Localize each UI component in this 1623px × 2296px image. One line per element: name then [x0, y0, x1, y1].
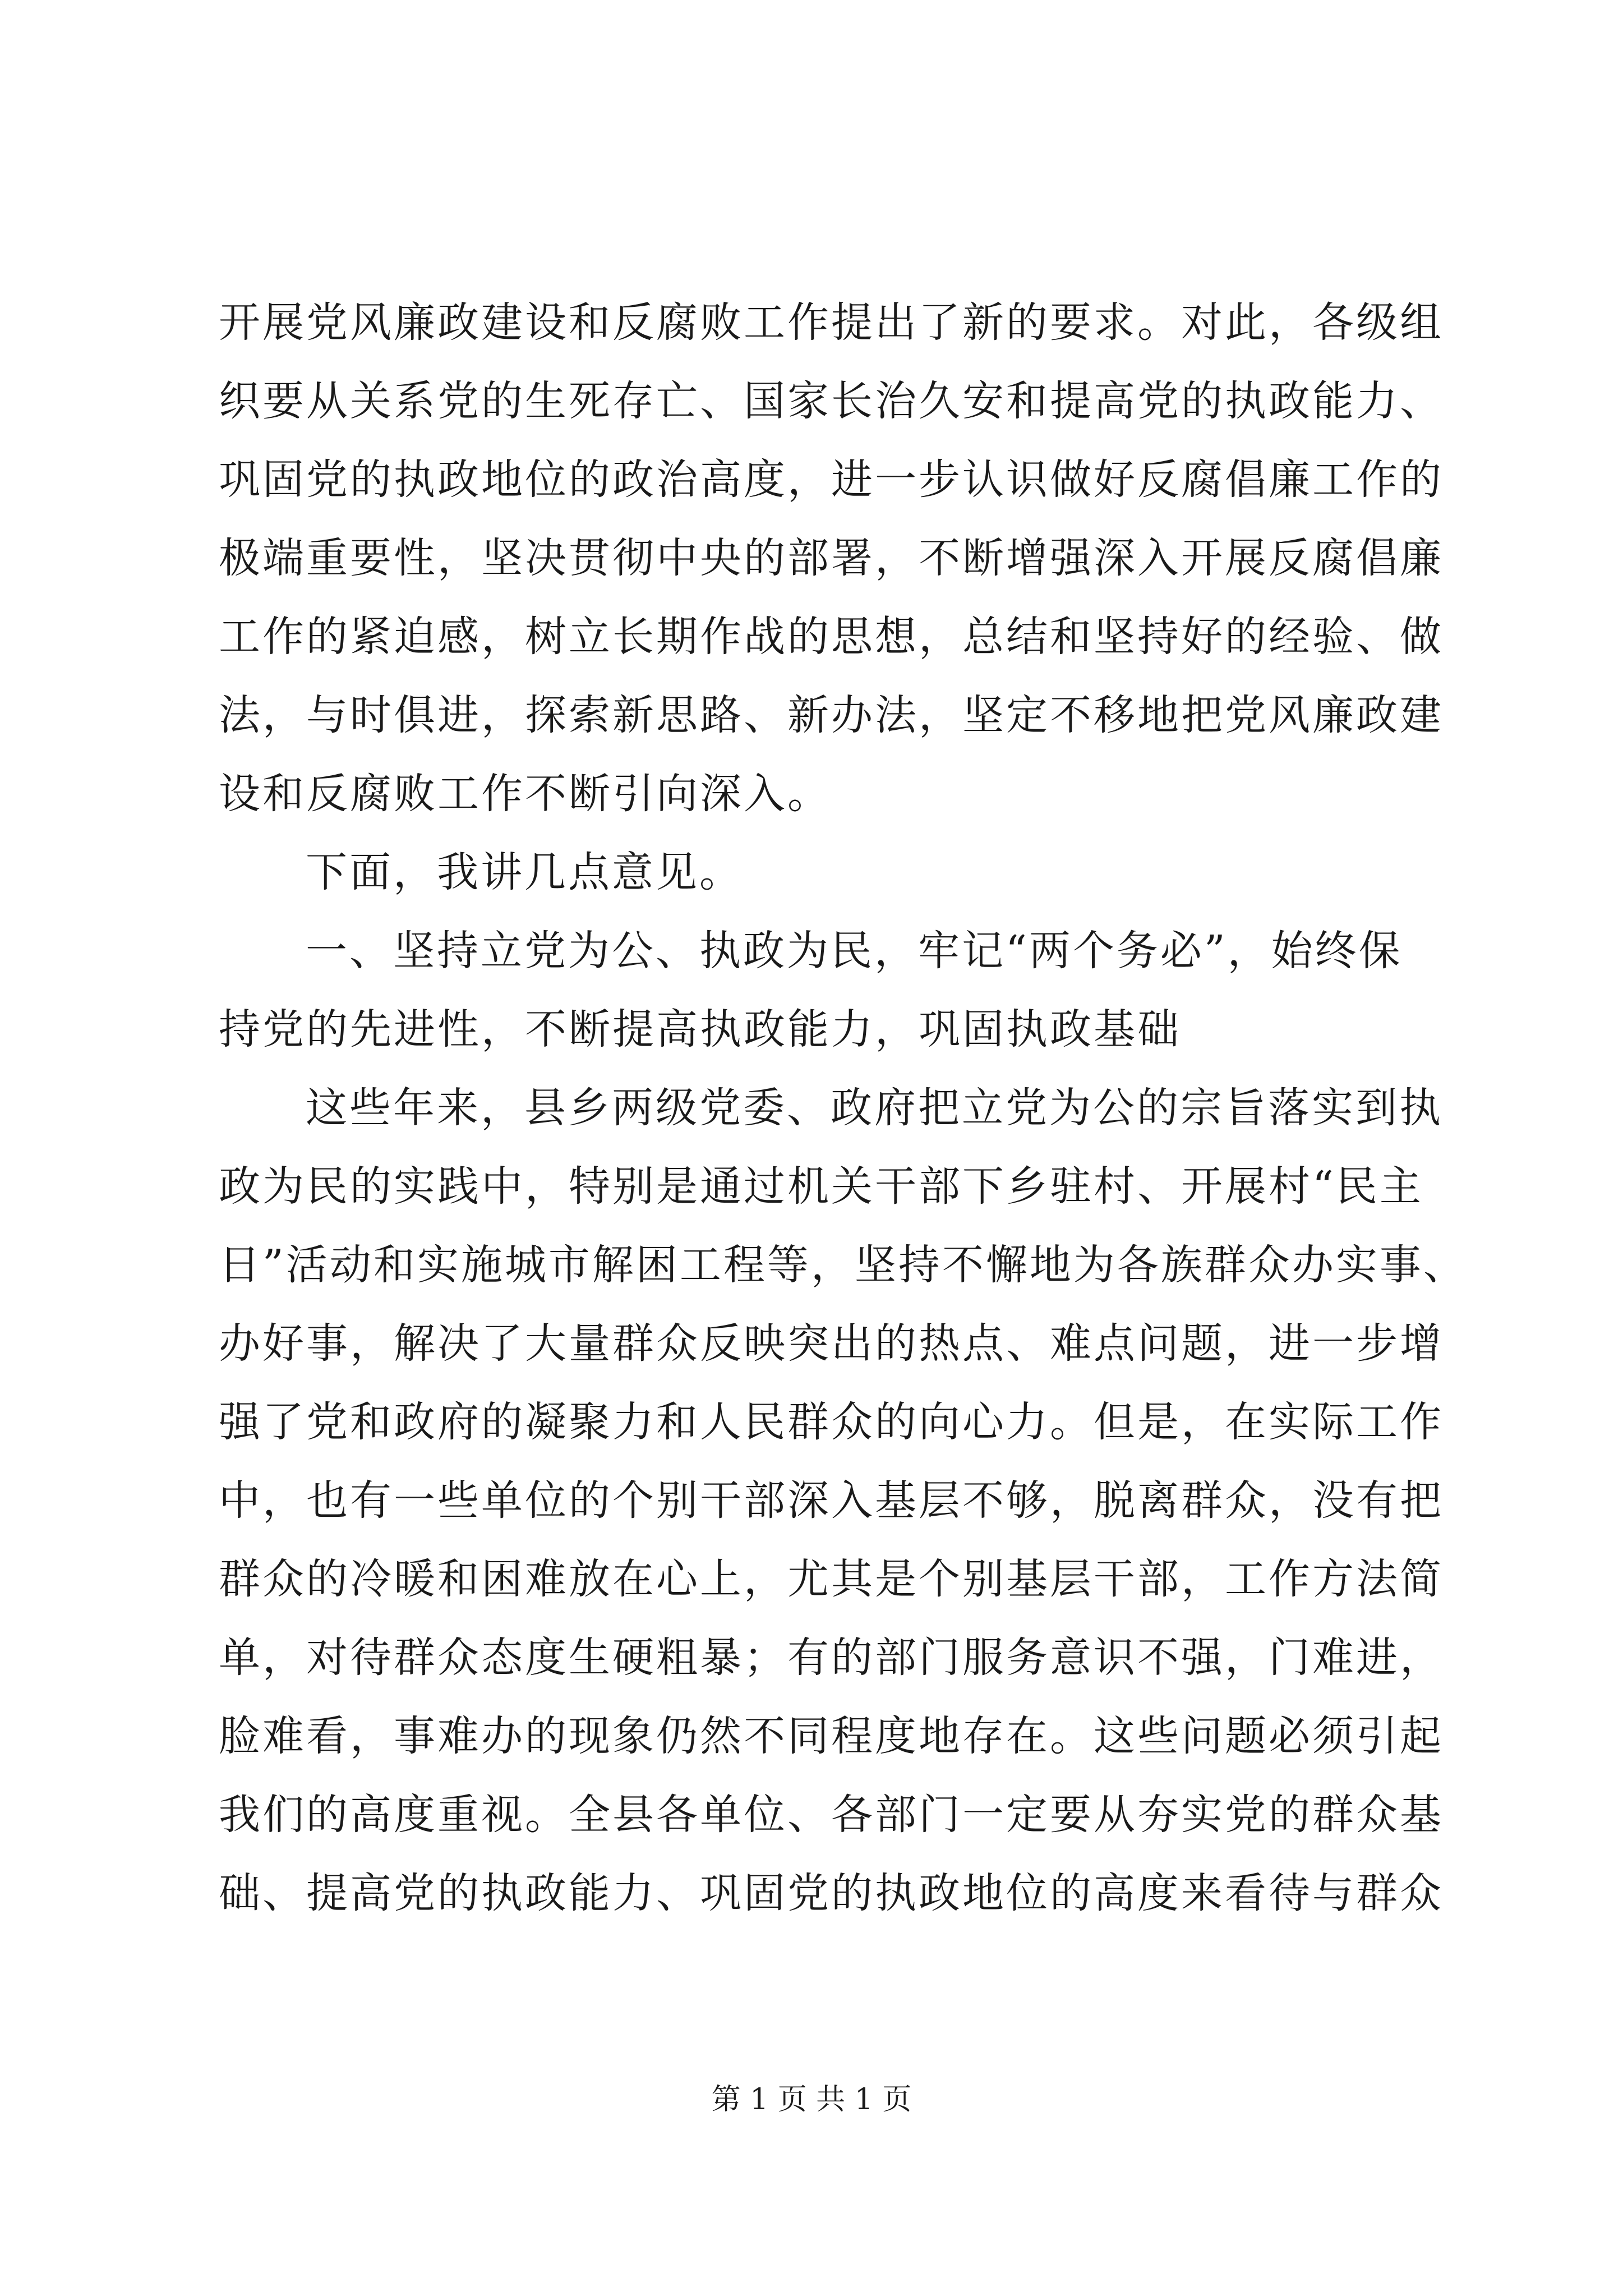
paragraph-first-line: 下面，我讲几点意见。 [306, 848, 743, 896]
text-line: 办好事，解决了大量群众反映突出的热点、难点问题，进一步增 [219, 1319, 1444, 1368]
text-line: 巩固党的执政地位的政治高度，进一步认识做好反腐倡廉工作的 [219, 455, 1444, 504]
text-line: 法，与时俱进，探索新思路、新办法，坚定不移地把党风廉政建 [219, 691, 1444, 739]
text-line: 织要从关系党的生死存亡、国家长治久安和提高党的执政能力、 [219, 377, 1444, 425]
page-footer [0, 2080, 1623, 2119]
text-line: 政为民的实践中，特别是通过机关干部下乡驻村、开展村“民主 [219, 1162, 1423, 1211]
text-line: 础、提高党的执政能力、巩固党的执政地位的高度来看待与群众 [219, 1869, 1444, 1917]
text-line: 我们的高度重视。全县各单位、各部门一定要从夯实党的群众基 [219, 1791, 1444, 1839]
text-line: 脸难看，事难办的现象仍然不同程度地存在。这些问题必须引起 [219, 1712, 1444, 1760]
text-line: 设和反腐败工作不断引向深入。 [219, 770, 831, 818]
section-heading: 一、坚持立党为公、执政为民，牢记“两个务必”，始终保 [306, 927, 1403, 975]
page-number-label: 第 1 页 共 1 页 [711, 2083, 912, 2116]
text-line: 群众的冷暖和困难放在心上，尤其是个别基层干部，工作方法简 [219, 1555, 1444, 1603]
text-line: 日”活动和实施城市解困工程等，坚持不懈地为各族群众办实事、 [219, 1241, 1467, 1289]
text-line: 开展党风廉政建设和反腐败工作提出了新的要求。对此，各级组 [219, 298, 1444, 347]
text-line: 单，对待群众态度生硬粗暴；有的部门服务意识不强，门难进， [219, 1634, 1444, 1682]
section-heading-continued: 持党的先进性，不断提高执政能力，巩固执政基础 [219, 1005, 1181, 1053]
text-line: 极端重要性，坚决贯彻中央的部署，不断增强深入开展反腐倡廉 [219, 534, 1444, 582]
text-line: 工作的紧迫感，树立长期作战的思想，总结和坚持好的经验、做 [219, 613, 1444, 661]
text-line: 强了党和政府的凝聚力和人民群众的向心力。但是，在实际工作 [219, 1398, 1444, 1446]
paragraph-first-line: 这些年来，县乡两级党委、政府把立党为公的宗旨落实到执 [306, 1084, 1443, 1132]
text-line: 中，也有一些单位的个别干部深入基层不够，脱离群众，没有把 [219, 1476, 1444, 1525]
